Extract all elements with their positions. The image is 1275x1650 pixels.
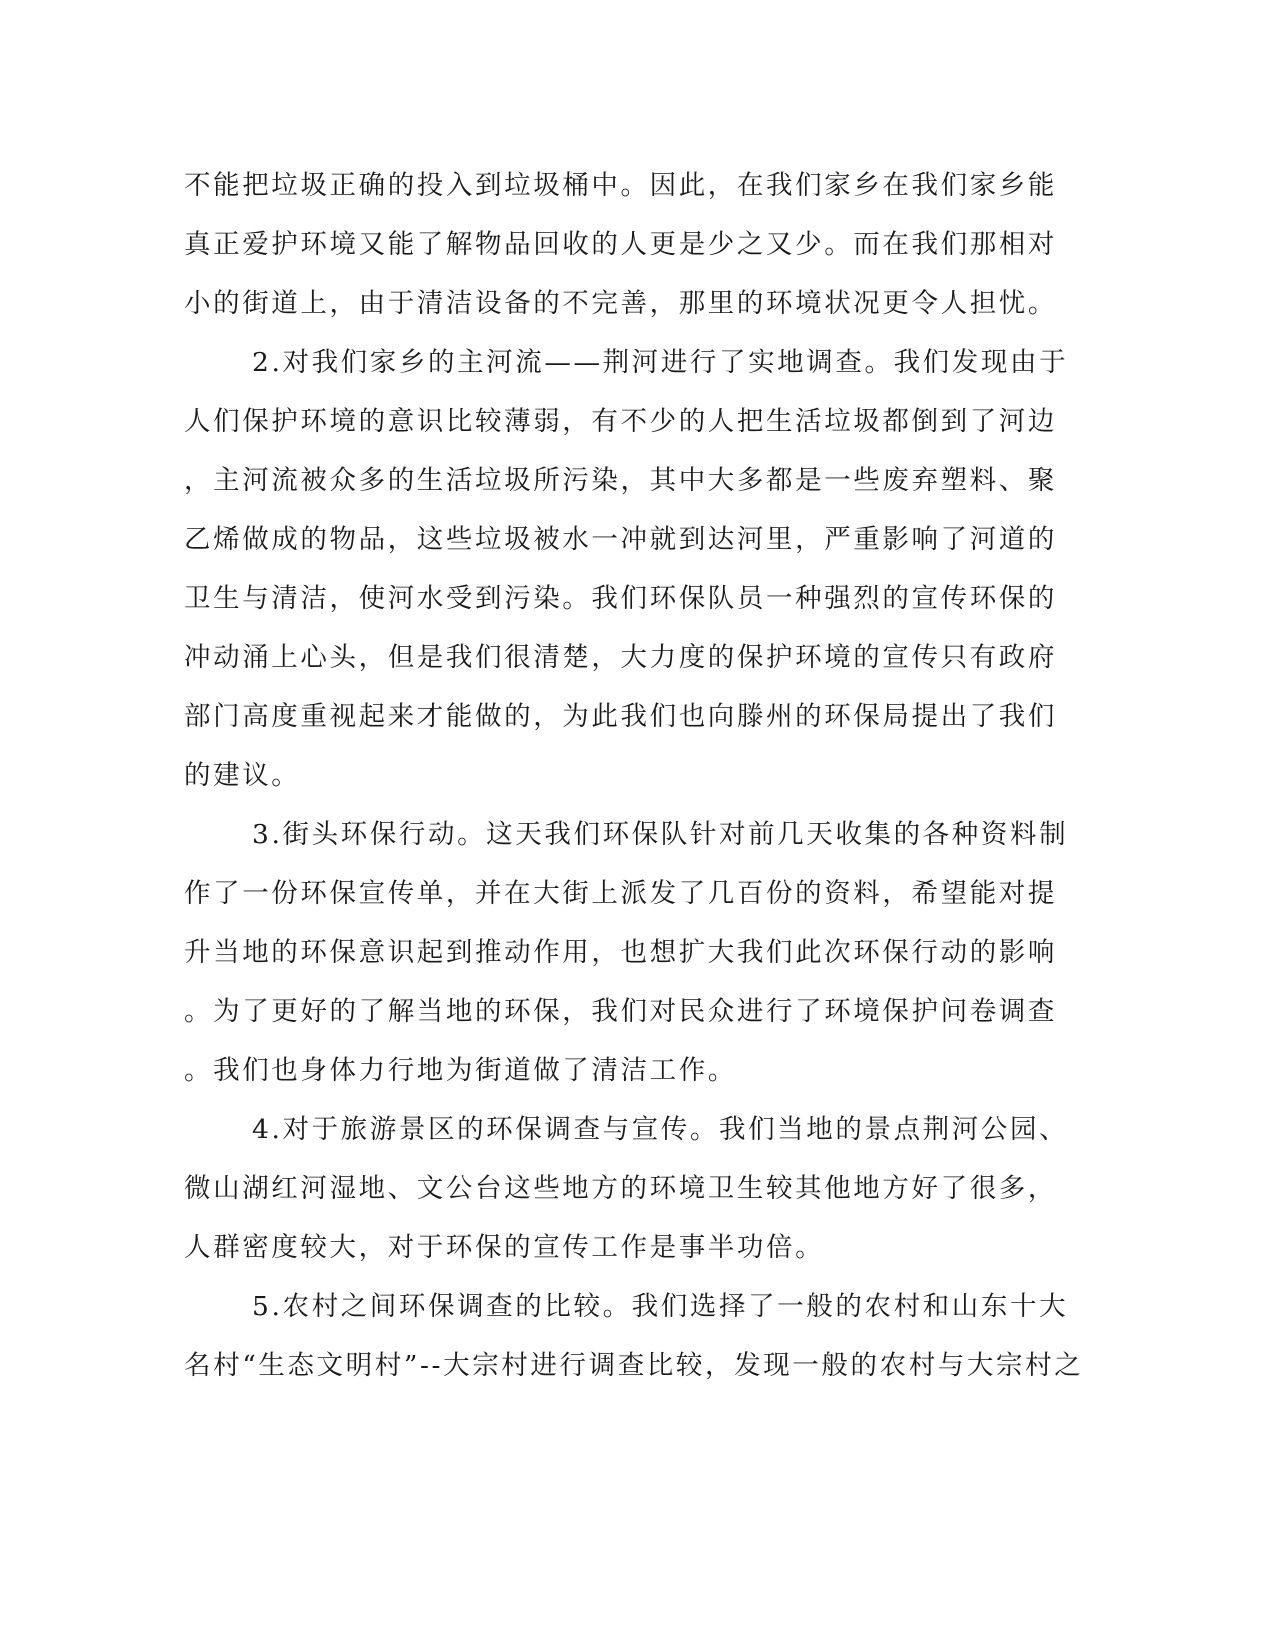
paragraph-5-first-line: 5.农村之间环保调查的比较。我们选择了一般的农村和山东十大 bbox=[252, 1291, 1069, 1322]
document-body bbox=[184, 156, 1084, 1395]
text-line: 微山湖红河湿地、文公台这些地方的环境卫生较其他地方好了很多， bbox=[184, 1173, 1057, 1204]
text-line: 小的街道上，由于清洁设备的不完善，那里的环境状况更令人担忧。 bbox=[184, 288, 1057, 319]
paragraph-2-first-line: 2.对我们家乡的主河流——荆河进行了实地调查。我们发现由于 bbox=[252, 347, 1069, 378]
text-line: 名村“生态文明村”--大宗村进行调查比较，发现一般的农村与大宗村之 bbox=[184, 1350, 1084, 1381]
text-line: 升当地的环保意识起到推动作用，也想扩大我们此次环保行动的影响 bbox=[184, 937, 1057, 968]
text-line: 乙烯做成的物品，这些垃圾被水一冲就到达河里，严重影响了河道的 bbox=[184, 524, 1057, 555]
text-line: 人群密度较大，对于环保的宣传工作是事半功倍。 bbox=[184, 1232, 825, 1263]
text-line: 人们保护环境的意识比较薄弱，有不少的人把生活垃圾都倒到了河边 bbox=[184, 406, 1057, 437]
text-line: 作了一份环保宣传单，并在大街上派发了几百份的资料，希望能对提 bbox=[184, 878, 1057, 909]
text-line: 真正爱护环境又能了解物品回收的人更是少之又少。而在我们那相对 bbox=[184, 229, 1057, 260]
paragraph-3-first-line: 3.街头环保行动。这天我们环保队针对前几天收集的各种资料制 bbox=[252, 819, 1069, 850]
text-line: 。我们也身体力行地为街道做了清洁工作。 bbox=[184, 1055, 737, 1086]
text-line: 部门高度重视起来才能做的，为此我们也向滕州的环保局提出了我们 bbox=[184, 701, 1057, 732]
text-line: 卫生与清洁，使河水受到污染。我们环保队员一种强烈的宣传环保的 bbox=[184, 583, 1057, 614]
text-line: 不能把垃圾正确的投入到垃圾桶中。因此，在我们家乡在我们家乡能 bbox=[184, 170, 1057, 201]
text-line: ，主河流被众多的生活垃圾所污染，其中大多都是一些废弃塑料、聚 bbox=[184, 465, 1057, 496]
text-line: 。为了更好的了解当地的环保，我们对民众进行了环境保护问卷调查 bbox=[184, 996, 1057, 1027]
text-line: 的建议。 bbox=[184, 760, 301, 791]
paragraph-4-first-line: 4.对于旅游景区的环保调查与宣传。我们当地的景点荆河公园、 bbox=[252, 1114, 1069, 1145]
text-line: 冲动涌上心头，但是我们很清楚，大力度的保护环境的宣传只有政府 bbox=[184, 642, 1057, 673]
